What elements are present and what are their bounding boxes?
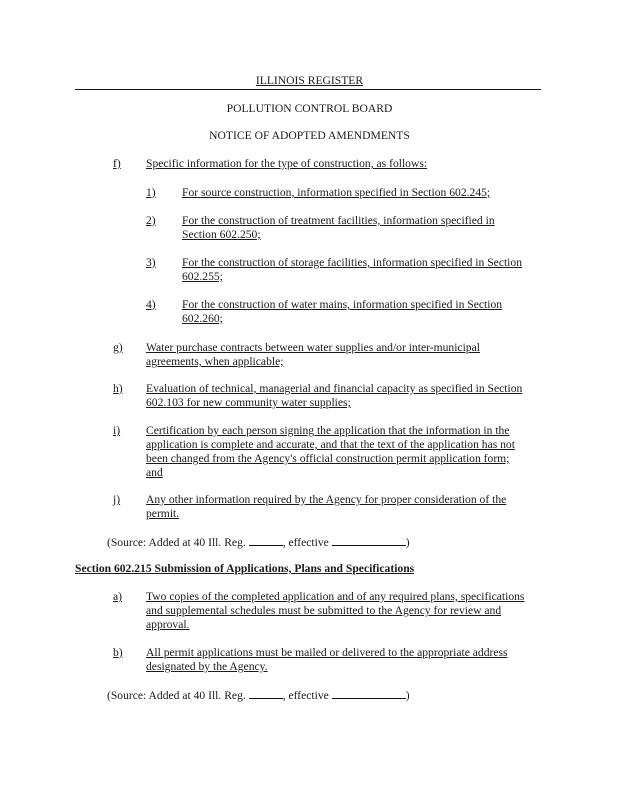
item-label-h: h) — [113, 382, 123, 395]
item-label-g: g) — [113, 341, 123, 354]
section-text-a-line3: approval. — [146, 618, 190, 631]
item-text-f: Specific information for the type of construction, as follows: — [146, 157, 428, 170]
source-mid: , effective — [282, 689, 329, 702]
item-label-f1: 1) — [146, 186, 156, 199]
item-text-i-line3: been changed from the Agency's official construction permit application form; — [146, 452, 510, 465]
section-label-a: a) — [113, 590, 123, 603]
item-label-f3: 3) — [146, 256, 156, 269]
section-label-b: b) — [113, 646, 123, 659]
item-text-g-line2: agreements, when applicable; — [146, 355, 284, 368]
source-prefix: (Source: Added at 40 Ill. Reg. — [107, 689, 246, 702]
source-note-2 — [107, 688, 410, 703]
item-text-i-line1: Certification by each person signing the application that the information in the — [146, 424, 510, 437]
item-text-f2-line1: For the construction of treatment facilities, information specified in — [182, 214, 495, 227]
item-text-f2-line2: Section 602.250; — [182, 228, 261, 241]
item-text-i-line4: and — [146, 466, 163, 479]
item-label-i: i) — [113, 424, 121, 437]
item-text-j-line1: Any other information required by the Agency for proper consideration of the — [146, 493, 507, 506]
item-label-j: j) — [113, 493, 121, 506]
item-text-i-line2: application is complete and accurate, and that the text of the application has not — [146, 438, 515, 451]
source-mid: , effective — [282, 536, 329, 549]
source-note-1 — [107, 535, 410, 550]
effective-blank — [332, 688, 406, 699]
source-prefix: (Source: Added at 40 Ill. Reg. — [107, 536, 246, 549]
reg-blank — [249, 535, 283, 546]
item-label-f4: 4) — [146, 298, 156, 311]
item-text-f3-line1: For the construction of storage facilities, information specified in Section — [182, 256, 522, 269]
item-text-j-line2: permit. — [146, 507, 180, 520]
section-text-a-line2: and supplemental schedules must be submitted to the Agency for review and — [146, 604, 502, 617]
header-rule — [75, 89, 541, 90]
item-label-f2: 2) — [146, 214, 156, 227]
item-text-f1: For source construction, information specified in Section 602.245; — [182, 186, 491, 199]
section-text-b-line1: All permit applications must be mailed or delivered to the appropriate address — [146, 646, 508, 659]
item-label-f: f) — [113, 157, 121, 170]
item-text-g-line1: Water purchase contracts between water supplies and/or inter-municipal — [146, 341, 480, 354]
item-text-f4-line1: For the construction of water mains, information specified in Section — [182, 298, 503, 311]
item-text-h-line1: Evaluation of technical, managerial and financial capacity as specified in Section — [146, 382, 523, 395]
source-end: ) — [405, 536, 410, 549]
board-title: POLLUTION CONTROL BOARD — [226, 102, 393, 115]
effective-blank — [332, 535, 406, 546]
reg-blank — [249, 688, 283, 699]
section-text-b-line2: designated by the Agency. — [146, 660, 268, 673]
register-title: ILLINOIS REGISTER — [255, 74, 364, 87]
section-text-a-line1: Two copies of the completed application and of any required plans, specifications — [146, 590, 525, 603]
notice-title: NOTICE OF ADOPTED AMENDMENTS — [209, 129, 410, 142]
source-end: ) — [405, 689, 410, 702]
item-text-f3-line2: 602.255; — [182, 270, 223, 283]
item-text-h-line2: 602.103 for new community water supplies; — [146, 396, 351, 409]
item-text-f4-line2: 602.260; — [182, 312, 223, 325]
section-heading: Section 602.215 Submission of Applications, Plans and Specifications — [75, 562, 415, 575]
